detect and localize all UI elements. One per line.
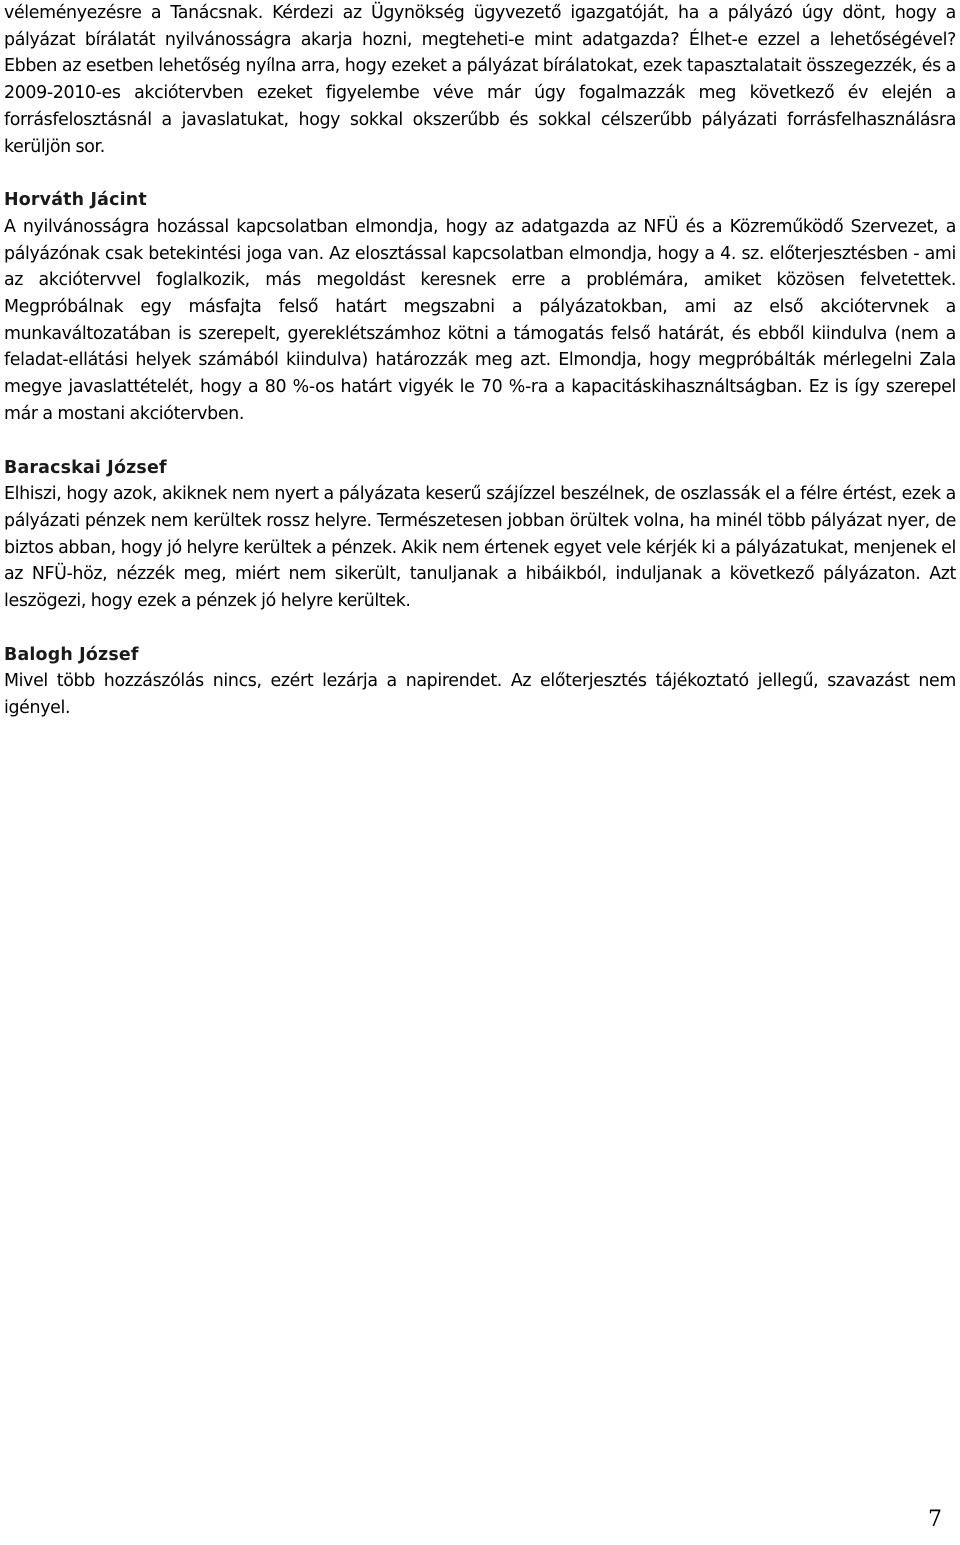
speaker-statement: Elhiszi, hogy azok, akiknek nem nyert a pályázata keserű szájízzel beszélnek, de oszlassák el a félre értést, ezek a pályázati pénzek nem kerültek rossz helyre. Természetesen jobban örültek volna, ha minél több pályázat nyer, de biztos abban, hogy jó helyre kerültek a pénzek. Akik nem értenek egyet vele kérjék ki a pályázatukat, menjenek el az NFÜ-höz, nézzék meg, miért nem sikerült, tanuljanak a hibáikból, induljanak a következő pályázaton. Azt leszögezi, hogy ezek a pénzek jó helyre kerültek. [4,484,956,612]
page-number: 7 [928,1507,942,1532]
speaker-section-baracskai [4,455,956,615]
speaker-name: Balogh József [4,644,139,665]
speaker-section-balogh [4,642,956,722]
speaker-section-horvath [4,187,956,427]
speaker-name: Horváth Jácint [4,190,147,211]
speaker-statement: A nyilvánosságra hozással kapcsolatban elmondja, hogy az adatgazda az NFÜ és a Közreműködő Szervezet, a pályázónak csak betekintési joga van. Az elosztással kapcsolatban elmondja, hogy a 4. sz. előterjesztésben - ami az akciótervvel foglalkozik, más megoldást keresnek erre a problémára, amiket közösen felvetettek. Megpróbálnak egy másfajta felső határt megszabni a pályázatokban, ami az első akciótervnek a munkaváltozatában is szerepelt, gyereklétszámhoz kötni a támogatás felső határát, és ebből kiindulva (nem a feladat-ellátási helyek számából kiindulva) határozzák meg azt. Elmondja, hogy megpróbálták mérlegelni Zala megye javaslattételét, hogy a 80 %-os határt vigyék le 70 %-ra a kapacitáskihasználtságban. Ez is így szerepel már a mostani akciótervben. [4,216,956,424]
intro-paragraph: véleményezésre a Tanácsnak. Kérdezi az Ügynökség ügyvezető igazgatóját, ha a pályázó úgy dönt, hogy a pályázat bírálatát nyilvánosságra akarja hozni, megteheti-e mint adatgazda? Élhet-e ezzel a lehetőségével? Ebben az esetben lehetőség nyílna arra, hogy ezeket a pályázat bírálatokat, ezek tapasztalatait összegezzék, és a 2009-2010-es akciótervben ezeket figyelembe véve már úgy fogalmazzák meg következő év elején a forrásfelosztásnál a javaslatukat, hogy sokkal okszerűbb és sokkal célszerűbb pályázati forrásfelhasználásra kerüljön sor. [4,3,956,157]
speaker-name: Baracskai József [4,457,167,478]
speaker-statement: Mivel több hozzászólás nincs, ezért lezárja a napirendet. Az előterjesztés tájékoztató jellegű, szavazást nem igényel. [4,671,956,719]
document-page [4,0,956,722]
